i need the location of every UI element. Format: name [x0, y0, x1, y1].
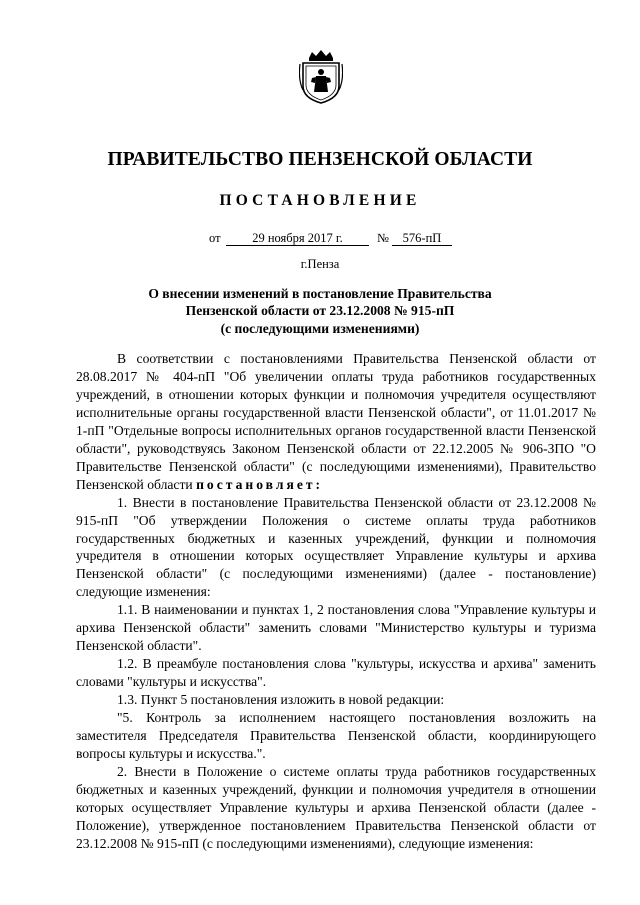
subject-line: Пензенской области от 23.12.2008 № 915-пП: [185, 303, 455, 319]
paragraph-1-3-quote: "5. Контроль за исполнением настоящего постановления возложить на заместителя Председателя Правительства Пензенской области, координирующего вопросы культуры и искусства.".: [76, 710, 596, 761]
document-type: ПОСТАНОВЛЕНИЕ: [219, 192, 421, 209]
document-subject: [100, 285, 540, 337]
intro-text: В соответствии с постановлениями Правительства Пензенской области от 28.08.2017 № 404-пП "Об увеличении оплаты труда работников государственных учреждений, в отношении которых функции и полномочия учредителя осуществляют исполнительные органы государственной власти Пензенской области", от 11.01.2017 № 1-пП "Отдельные вопросы исполнительных органов государственной власти Пензенской области", руководствуясь Законом Пензенской области от 22.12.2005 № 906-ЗПО "О Правительстве Пензенской области" (с последующими изменениями), Правительство Пензенской области: [76, 351, 596, 492]
document-number: 576-пП: [392, 231, 452, 246]
paragraph-2: 2. Внести в Положение о системе оплаты труда работников государственных бюджетных и казенных учреждений, функции и полномочия учредителя в отношении которых осуществляет Управление культуры и архива Пензенской области (далее - Положение), утвержденное постановлением Правительства Пензенской области от 23.12.2008 № 915-пП (с последующими изменениями), следующие изменения:: [76, 763, 596, 851]
number-prefix: №: [377, 231, 389, 245]
subject-line: О внесении изменений в постановление Правительства: [148, 286, 492, 301]
paragraph-1-3: 1.3. Пункт 5 постановления изложить в новой редакции:: [117, 692, 445, 708]
document-date: 29 ноября 2017 г.: [226, 231, 369, 246]
document-body: [76, 350, 596, 853]
paragraph-1-1: 1.1. В наименовании и пунктах 1, 2 постановления слова "Управление культуры и архива Пензенской области" заменить словами "Министерство культуры и туризма Пензенской области".: [76, 602, 596, 654]
coat-of-arms-icon: [299, 50, 343, 104]
paragraph-1: 1. Внести в постановление Правительства Пензенской области от 23.12.2008 № 915-пП "Об утверждении Положения о системе оплаты труда работников государственных бюджетных и казенных учреждений, функции и полномочия учредителя в отношении которых осуществляет Управление культуры и архива Пензенской области" (с последующими изменениями) (далее - постановление) следующие изменения:: [76, 494, 596, 600]
city: г.Пенза: [300, 257, 340, 271]
date-prefix: от: [209, 231, 221, 245]
decree-word: постановляет:: [196, 476, 324, 492]
paragraph-intro: [76, 350, 596, 494]
subject-line: (с последующими изменениями): [220, 320, 420, 336]
government-title: ПРАВИТЕЛЬСТВО ПЕНЗЕНСКОЙ ОБЛАСТИ: [107, 149, 533, 170]
paragraph-1-2: 1.2. В преамбуле постановления слова "культуры, искусства и архива" заменить словами "культуры и искусства".: [76, 656, 596, 690]
